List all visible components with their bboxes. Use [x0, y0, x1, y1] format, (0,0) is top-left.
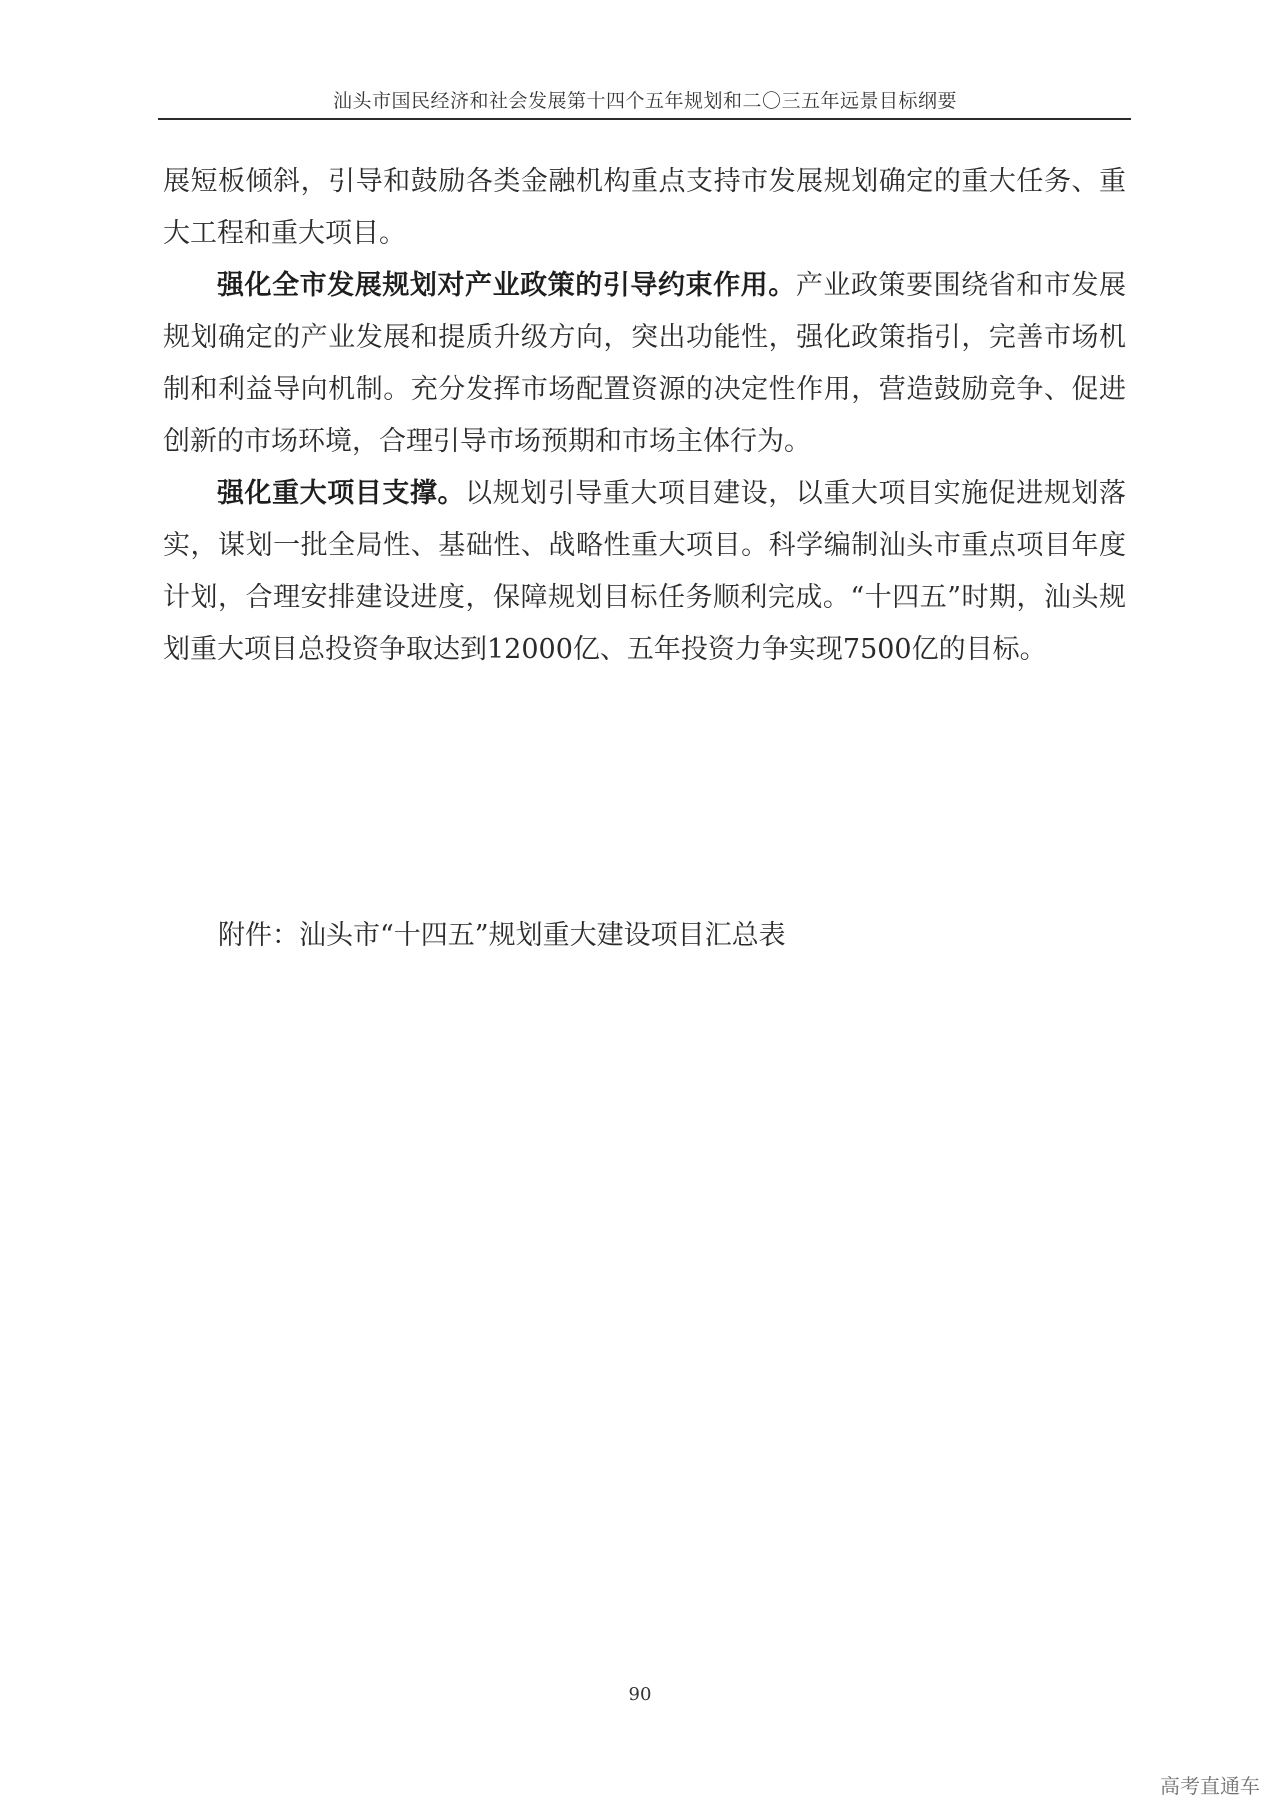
paragraph-3-heading: 强化重大项目支撑。 [217, 478, 466, 509]
paragraph-2 [163, 260, 1126, 468]
paragraph-3 [163, 468, 1126, 676]
page-number: 90 [628, 1684, 652, 1705]
watermark-logo: 高考直通车 [1160, 1774, 1260, 1798]
body-text [163, 156, 1126, 676]
paragraph-2-text: 产业政策要围绕省和市发展规划确定的产业发展和提质升级方向，突出功能性，强化政策指引，完善市场机制和利益导向机制。充分发挥市场配置资源的决定性作用，营造鼓励竞争、促进创新的市场环境，合理引导市场预期和市场主体行为。 [163, 270, 1126, 457]
paragraph-3-text: 以规划引导重大项目建设，以重大项目实施促进规划落实，谋划一批全局性、基础性、战略性重大项目。科学编制汕头市重点项目年度计划，合理安排建设进度，保障规划目标任务顺利完成。“十四五”时期，汕头规划重大项目总投资争取达到12000亿、五年投资力争实现7500亿的目标。 [163, 478, 1126, 665]
running-header: 汕头市国民经济和社会发展第十四个五年规划和二〇三五年远景目标纲要 [332, 90, 957, 112]
paragraph-2-heading: 强化全市发展规划对产业政策的引导约束作用。 [217, 270, 796, 301]
paragraph-1 [163, 156, 1126, 260]
paragraph-1-text: 展短板倾斜，引导和鼓励各类金融机构重点支持市发展规划确定的重大任务、重大工程和重大项目。 [163, 166, 1126, 249]
attachment-note: 附件：汕头市“十四五”规划重大建设项目汇总表 [218, 920, 786, 951]
header-divider [158, 118, 1131, 120]
